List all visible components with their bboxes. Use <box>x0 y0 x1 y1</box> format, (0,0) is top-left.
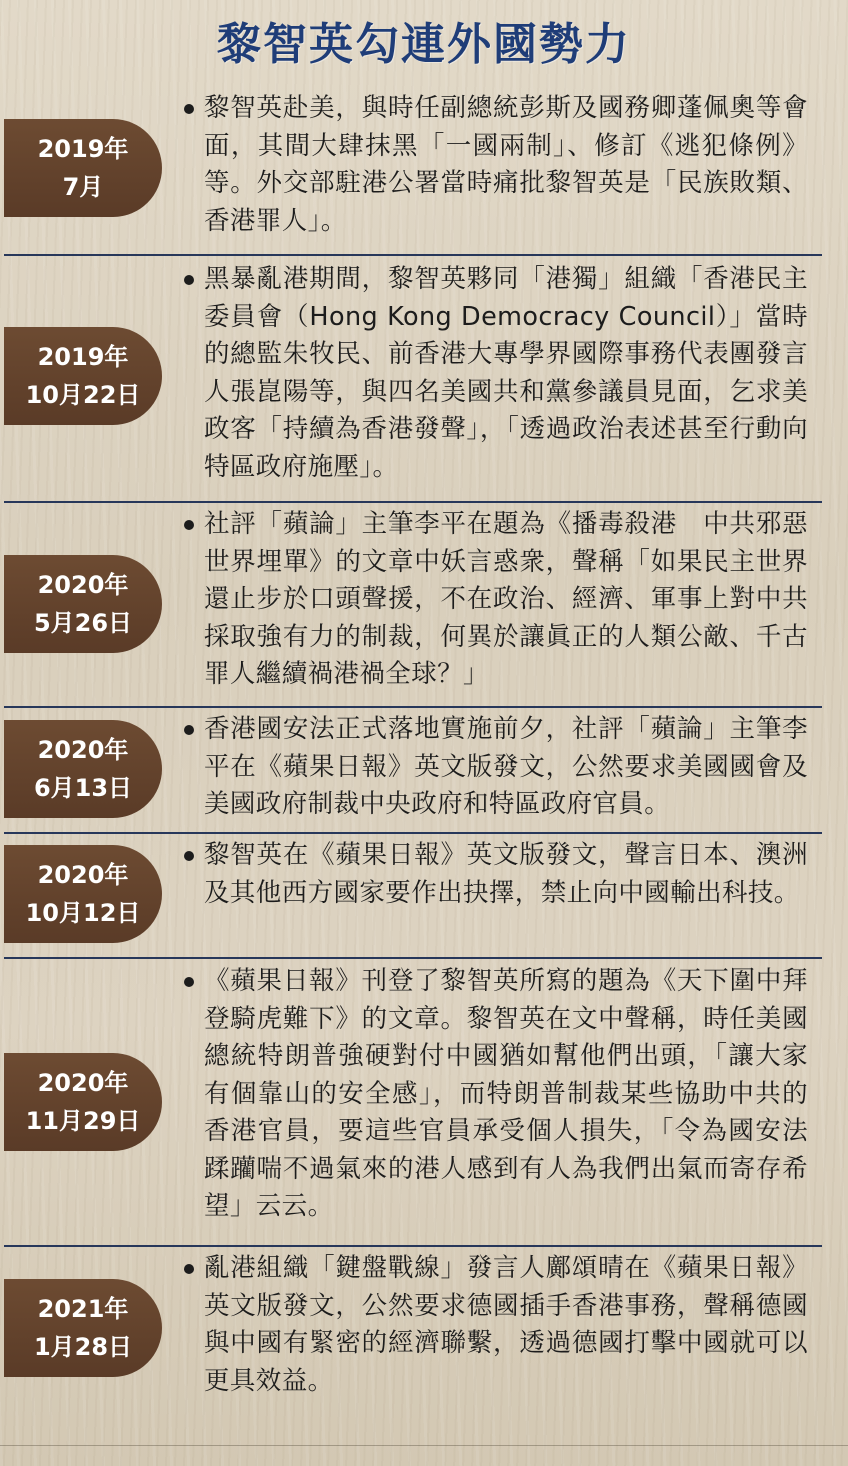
entry-text: 社評「蘋論」主筆李平在題為《播毒殺港 中共邪惡 世界埋單》的文章中妖言惑衆，聲稱「如果民主世界還止步於口頭聲援，不在政治、經濟、軍事上對中共採取強有力的制裁，何異於讓眞正的人類公敵、千古罪人繼續禍港禍全球？」 <box>204 509 834 689</box>
bullet-icon <box>184 851 194 861</box>
date-badge <box>4 1053 162 1151</box>
bullet-icon <box>184 725 194 735</box>
date-day: 1月28日 <box>33 1333 133 1361</box>
date-year: 2020年 <box>37 1069 129 1097</box>
date-year: 2019年 <box>37 343 129 371</box>
date-year: 2019年 <box>37 135 129 163</box>
date-day: 10月12日 <box>25 899 141 927</box>
bullet-icon <box>184 1264 194 1274</box>
date-badge <box>4 845 162 943</box>
date-badge <box>4 327 162 425</box>
bullet-icon <box>184 977 194 987</box>
bottom-border <box>0 1445 848 1446</box>
date-badge <box>4 555 162 653</box>
entry-text: 香港國安法正式落地實施前夕，社評「蘋論」主筆李平在《蘋果日報》英文版發文，公然要求美國國會及美國政府制裁中央政府和特區政府官員。 <box>204 714 808 819</box>
bullet-icon <box>184 104 194 114</box>
date-day: 6月13日 <box>33 774 133 802</box>
date-year: 2020年 <box>37 736 129 764</box>
date-badge <box>4 720 162 818</box>
entry-text: 《蘋果日報》刊登了黎智英所寫的題為《天下圍中拜登騎虎難下》的文章。黎智英在文中聲稱，時任美國總統特朗普強硬對付中國猶如幫他們出頭，「讓大家有個靠山的安全感」，而特朗普制裁某些協助中共的香港官員，要這些官員承受個人損失，「令為國安法蹂躪喘不過氣來的港人感到有人為我們出氣而寄存希望」云云。 <box>204 966 808 1221</box>
date-day: 10月22日 <box>25 381 141 409</box>
entry-text: 亂港組織「鍵盤戰線」發言人鄺頌晴在《蘋果日報》英文版發文，公然要求德國插手香港事務，聲稱德國與中國有緊密的經濟聯繫，透過德國打擊中國就可以更具效益。 <box>204 1253 808 1396</box>
entry-divider <box>4 832 822 834</box>
bullet-icon <box>184 520 194 530</box>
date-year: 2021年 <box>37 1295 129 1323</box>
entry-divider <box>4 957 822 959</box>
date-year: 2020年 <box>37 571 129 599</box>
date-day: 7月 <box>62 173 104 201</box>
date-year: 2020年 <box>37 861 129 889</box>
entry-divider <box>4 706 822 708</box>
entry-text: 黑暴亂港期間，黎智英夥同「港獨」組織「香港民主委員會（Hong Kong Democracy Council）」當時的總監朱牧民、前香港大專學界國際事務代表團發言人張崑陽等，與四名美國共和黨參議員見面，乞求美政客「持續為香港發聲」，「透過政治表述甚至行動向特區政府施壓」。 <box>204 264 808 482</box>
date-badge <box>4 1279 162 1377</box>
date-day: 5月26日 <box>33 609 133 637</box>
date-day: 11月29日 <box>25 1107 141 1135</box>
entry-divider <box>4 501 822 503</box>
date-badge <box>4 119 162 217</box>
entry-text: 黎智英在《蘋果日報》英文版發文，聲言日本、澳洲及其他西方國家要作出抉擇，禁止向中國輸出科技。 <box>204 840 808 908</box>
page-title: 黎智英勾連外國勢力 <box>217 19 631 70</box>
bullet-icon <box>184 275 194 285</box>
entry-divider <box>4 254 822 256</box>
entry-divider <box>4 1245 822 1247</box>
entry-text: 黎智英赴美，與時任副總統彭斯及國務卿蓬佩奧等會面，其間大肆抹黑「一國兩制」、修訂《逃犯條例》等。外交部駐港公署當時痛批黎智英是「民族敗類、香港罪人」。 <box>204 93 808 236</box>
